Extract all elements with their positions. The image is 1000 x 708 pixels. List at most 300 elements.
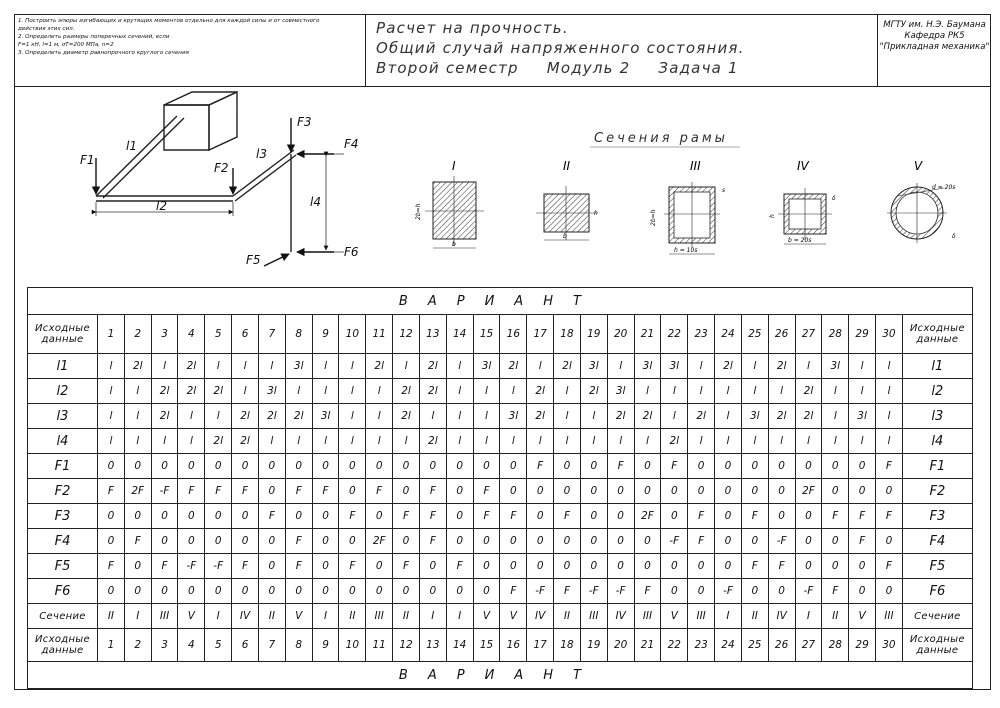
value-cell: 0 xyxy=(768,504,795,529)
value-cell: 0 xyxy=(849,479,876,504)
section-3-dim-b: h = 10s xyxy=(674,247,698,254)
value-cell: V xyxy=(285,604,312,629)
value-cell: 0 xyxy=(98,579,125,604)
value-cell: F xyxy=(419,529,446,554)
value-cell: II xyxy=(258,604,285,629)
task-label: Задача 1 xyxy=(658,59,739,77)
value-cell: 0 xyxy=(446,579,473,604)
label-l4: l4 xyxy=(310,195,321,209)
value-cell: 2l xyxy=(419,354,446,379)
parameter-row xyxy=(28,454,973,479)
section-4-dim-delta: δ xyxy=(832,195,836,202)
value-cell: 0 xyxy=(446,529,473,554)
value-cell: F xyxy=(258,504,285,529)
value-cell: 0 xyxy=(178,504,205,529)
value-cell: F xyxy=(634,579,661,604)
value-cell: 0 xyxy=(822,479,849,504)
value-cell: 0 xyxy=(419,579,446,604)
variant-number-cell: 10 xyxy=(339,629,366,662)
value-cell: l xyxy=(366,379,393,404)
parameter-row xyxy=(28,379,973,404)
row-label-cell: F3 xyxy=(902,504,972,529)
value-cell: l xyxy=(500,379,527,404)
value-cell: 0 xyxy=(98,504,125,529)
value-cell: F xyxy=(554,579,581,604)
value-cell: l xyxy=(473,404,500,429)
variant-number-row-top xyxy=(28,315,973,354)
value-cell: 3l xyxy=(473,354,500,379)
value-cell: F xyxy=(178,479,205,504)
value-cell: F xyxy=(607,454,634,479)
value-cell: 3l xyxy=(580,354,607,379)
value-cell: l xyxy=(258,429,285,454)
variant-number-row-bottom xyxy=(28,629,973,662)
variant-number-cell: 3 xyxy=(151,315,178,354)
fixed-support-top xyxy=(164,92,237,105)
value-cell: l xyxy=(607,429,634,454)
value-cell: 0 xyxy=(258,579,285,604)
value-cell: l xyxy=(366,429,393,454)
value-cell: 0 xyxy=(232,504,259,529)
value-cell: 0 xyxy=(688,579,715,604)
value-cell: 0 xyxy=(124,554,151,579)
value-cell: 0 xyxy=(715,504,742,529)
variant-number-cell: 12 xyxy=(393,315,420,354)
label-f6: F6 xyxy=(344,245,359,259)
value-cell: 2l xyxy=(527,404,554,429)
value-cell: l xyxy=(554,379,581,404)
variant-number-cell: 13 xyxy=(419,315,446,354)
value-cell: 2F xyxy=(366,529,393,554)
variant-number-cell: 27 xyxy=(795,629,822,662)
value-cell: 2l xyxy=(580,379,607,404)
value-cell: F xyxy=(849,529,876,554)
value-cell: F xyxy=(500,504,527,529)
value-cell: 0 xyxy=(554,454,581,479)
value-cell: 0 xyxy=(339,454,366,479)
value-cell: 0 xyxy=(634,454,661,479)
variant-number-cell: 26 xyxy=(768,629,795,662)
value-cell: III xyxy=(688,604,715,629)
value-cell: 0 xyxy=(715,529,742,554)
value-cell: 2l xyxy=(178,354,205,379)
value-cell: 0 xyxy=(151,454,178,479)
section-3-label: III xyxy=(690,159,701,173)
value-cell: l xyxy=(98,429,125,454)
variant-number-cell: 29 xyxy=(849,315,876,354)
value-cell: 0 xyxy=(795,504,822,529)
section-4-dim-b: b = 20s xyxy=(788,237,812,244)
value-cell: l xyxy=(473,429,500,454)
header-label-cell: Исходные данные xyxy=(902,315,972,354)
label-f4: F4 xyxy=(344,137,359,151)
value-cell: 2l xyxy=(607,404,634,429)
variant-number-cell: 6 xyxy=(232,315,259,354)
value-cell: 3l xyxy=(500,404,527,429)
value-cell: l xyxy=(205,354,232,379)
variant-number-cell: 14 xyxy=(446,629,473,662)
value-cell: F xyxy=(285,479,312,504)
value-cell: 0 xyxy=(151,504,178,529)
value-cell: F xyxy=(312,479,339,504)
value-cell: 0 xyxy=(634,554,661,579)
value-cell: l xyxy=(661,404,688,429)
value-cell: 0 xyxy=(741,529,768,554)
row-label-cell: F2 xyxy=(902,479,972,504)
table-banner-row xyxy=(28,288,973,315)
value-cell: 2l xyxy=(205,379,232,404)
semester-label: Второй семестр xyxy=(376,59,519,77)
variant-number-cell: 19 xyxy=(580,315,607,354)
value-cell: 0 xyxy=(393,579,420,604)
value-cell: 3l xyxy=(258,379,285,404)
section-5 xyxy=(887,159,956,243)
value-cell: l xyxy=(124,429,151,454)
row-label-cell: F1 xyxy=(902,454,972,479)
row-label-cell: F5 xyxy=(902,554,972,579)
variants-table xyxy=(27,287,973,689)
value-cell: 0 xyxy=(393,479,420,504)
value-cell: l xyxy=(124,379,151,404)
value-cell: -F xyxy=(527,579,554,604)
value-cell: 0 xyxy=(98,454,125,479)
label-f5: F5 xyxy=(246,253,261,267)
value-cell: -F xyxy=(178,554,205,579)
value-cell: 0 xyxy=(741,454,768,479)
value-cell: l xyxy=(446,354,473,379)
variant-number-cell: 21 xyxy=(634,315,661,354)
value-cell: 0 xyxy=(500,454,527,479)
variant-number-cell: 17 xyxy=(527,629,554,662)
section-5-label: V xyxy=(914,159,923,173)
variant-number-cell: 15 xyxy=(473,315,500,354)
row-label-cell: F3 xyxy=(28,504,98,529)
value-cell: II xyxy=(822,604,849,629)
value-cell: 0 xyxy=(339,529,366,554)
parameter-row xyxy=(28,504,973,529)
parameter-row xyxy=(28,354,973,379)
parameter-row xyxy=(28,529,973,554)
value-cell: l xyxy=(446,404,473,429)
value-cell: 0 xyxy=(527,479,554,504)
note-line: F=1 кН, l=1 м, σT=200 МПа, n=2 xyxy=(18,42,114,48)
variant-number-cell: 8 xyxy=(285,629,312,662)
fixed-support-side xyxy=(209,92,237,150)
value-cell: F xyxy=(554,504,581,529)
value-cell: F xyxy=(473,479,500,504)
value-cell: F xyxy=(527,454,554,479)
value-cell: V xyxy=(178,604,205,629)
value-cell: l xyxy=(795,429,822,454)
value-cell: -F xyxy=(205,554,232,579)
value-cell: 0 xyxy=(876,579,903,604)
value-cell: l xyxy=(285,379,312,404)
value-cell: l xyxy=(715,379,742,404)
value-cell: 2l xyxy=(393,379,420,404)
variant-number-cell: 1 xyxy=(98,629,125,662)
module-label: Модуль 2 xyxy=(546,59,631,77)
value-cell: 0 xyxy=(124,504,151,529)
value-cell: l xyxy=(339,404,366,429)
variant-number-cell: 10 xyxy=(339,315,366,354)
variant-number-cell: 11 xyxy=(366,629,393,662)
value-cell: l xyxy=(151,354,178,379)
value-cell: II xyxy=(339,604,366,629)
value-cell: 0 xyxy=(285,504,312,529)
value-cell: 0 xyxy=(822,529,849,554)
variant-number-cell: 2 xyxy=(124,629,151,662)
value-cell: 2l xyxy=(768,404,795,429)
value-cell: 0 xyxy=(849,579,876,604)
label-f2: F2 xyxy=(214,161,229,175)
value-cell: l xyxy=(312,429,339,454)
row-label-cell: l2 xyxy=(28,379,98,404)
variant-banner-bottom: ВАРИАНТ xyxy=(28,662,973,689)
value-cell: 2F xyxy=(634,504,661,529)
value-cell: 0 xyxy=(688,554,715,579)
value-cell: 2l xyxy=(178,379,205,404)
value-cell: 0 xyxy=(151,579,178,604)
bar-l1 xyxy=(96,116,177,196)
value-cell: 0 xyxy=(500,529,527,554)
value-cell: l xyxy=(312,379,339,404)
value-cell: II xyxy=(393,604,420,629)
value-cell: II xyxy=(98,604,125,629)
section-3-dim-s: s xyxy=(722,187,726,194)
note-line: 3. Определить диаметр равнопрочного круглого сечения xyxy=(18,50,189,56)
row-label-cell: l4 xyxy=(28,429,98,454)
value-cell: 0 xyxy=(258,479,285,504)
value-cell: 0 xyxy=(232,579,259,604)
row-label-cell: l3 xyxy=(902,404,972,429)
value-cell: l xyxy=(258,354,285,379)
value-cell: IV xyxy=(768,604,795,629)
value-cell: 0 xyxy=(768,479,795,504)
value-cell: 0 xyxy=(822,554,849,579)
value-cell: 0 xyxy=(715,479,742,504)
value-cell: 0 xyxy=(527,554,554,579)
value-cell: l xyxy=(607,354,634,379)
row-label-cell: l2 xyxy=(902,379,972,404)
row-label-cell: F4 xyxy=(902,529,972,554)
task-notes xyxy=(14,14,366,86)
value-cell: IV xyxy=(232,604,259,629)
value-cell: l xyxy=(741,379,768,404)
value-cell: 0 xyxy=(580,479,607,504)
header-label-cell: Исходные данные xyxy=(28,629,98,662)
value-cell: l xyxy=(124,404,151,429)
value-cell: l xyxy=(339,354,366,379)
note-line: 1. Построить эпюры изгибающих и крутящих моментов отдельно для каждой силы и от совместного xyxy=(18,18,320,24)
value-cell: F xyxy=(822,579,849,604)
label-f1: F1 xyxy=(80,153,95,167)
variant-number-cell: 25 xyxy=(741,315,768,354)
row-label-cell: F5 xyxy=(28,554,98,579)
value-cell: 0 xyxy=(768,454,795,479)
variant-number-cell: 23 xyxy=(688,315,715,354)
value-cell: l xyxy=(554,404,581,429)
value-cell: F xyxy=(205,479,232,504)
value-cell: F xyxy=(339,554,366,579)
value-cell: 0 xyxy=(178,454,205,479)
value-cell: l xyxy=(822,429,849,454)
value-cell: 0 xyxy=(339,579,366,604)
value-cell: 0 xyxy=(205,579,232,604)
value-cell: 2F xyxy=(795,479,822,504)
value-cell: 0 xyxy=(205,529,232,554)
label-l3: l3 xyxy=(256,147,267,161)
label-f3: F3 xyxy=(297,115,312,129)
fixed-support-front xyxy=(164,105,209,150)
value-cell: F xyxy=(688,504,715,529)
value-cell: l xyxy=(876,379,903,404)
parameter-row xyxy=(28,604,973,629)
force-f5-arrow xyxy=(264,254,289,266)
value-cell: 0 xyxy=(607,529,634,554)
section-1-dim-h: 2b=h xyxy=(415,203,422,220)
value-cell: l xyxy=(580,429,607,454)
header-label-cell: Исходные данные xyxy=(902,629,972,662)
note-line: 2. Определить размеры поперечных сечений, если xyxy=(18,34,170,40)
variant-number-cell: 18 xyxy=(554,315,581,354)
value-cell: 2l xyxy=(232,404,259,429)
value-cell: 0 xyxy=(366,454,393,479)
value-cell: l xyxy=(178,404,205,429)
value-cell: 2l xyxy=(527,379,554,404)
value-cell: 0 xyxy=(419,454,446,479)
value-cell: l xyxy=(661,379,688,404)
value-cell: 0 xyxy=(822,454,849,479)
value-cell: 0 xyxy=(795,529,822,554)
section-1 xyxy=(415,159,484,248)
value-cell: 0 xyxy=(285,579,312,604)
value-cell: -F xyxy=(715,579,742,604)
value-cell: l xyxy=(876,404,903,429)
section-5-dim-d: d = 20s xyxy=(932,184,956,191)
value-cell: l xyxy=(688,354,715,379)
value-cell: l xyxy=(876,429,903,454)
value-cell: 2l xyxy=(500,354,527,379)
org-line-2: Кафедра РК5 xyxy=(904,31,965,41)
value-cell: IV xyxy=(607,604,634,629)
value-cell: F xyxy=(151,554,178,579)
section-2-dim-b: b xyxy=(563,233,567,240)
value-cell: 0 xyxy=(741,479,768,504)
value-cell: 0 xyxy=(205,454,232,479)
value-cell: l xyxy=(741,354,768,379)
value-cell: l xyxy=(446,379,473,404)
value-cell: II xyxy=(741,604,768,629)
section-2 xyxy=(536,159,598,240)
value-cell: 0 xyxy=(312,454,339,479)
value-cell: 0 xyxy=(473,579,500,604)
value-cell: 3l xyxy=(741,404,768,429)
sections-title: Сечения рамы xyxy=(594,131,728,146)
value-cell: -F xyxy=(151,479,178,504)
organization-block xyxy=(878,14,991,86)
value-cell: 0 xyxy=(527,529,554,554)
value-cell: l xyxy=(715,429,742,454)
value-cell: 0 xyxy=(312,579,339,604)
title-block xyxy=(14,14,991,87)
value-cell: 0 xyxy=(258,454,285,479)
value-cell: 2l xyxy=(285,404,312,429)
value-cell: 0 xyxy=(876,479,903,504)
value-cell: l xyxy=(339,379,366,404)
value-cell: I xyxy=(312,604,339,629)
value-cell: 0 xyxy=(554,479,581,504)
value-cell: 0 xyxy=(688,454,715,479)
value-cell: l xyxy=(366,404,393,429)
value-cell: F xyxy=(473,504,500,529)
header-label-cell: Исходные данные xyxy=(28,315,98,354)
value-cell: 2F xyxy=(124,479,151,504)
value-cell: 0 xyxy=(795,454,822,479)
value-cell: l xyxy=(634,379,661,404)
value-cell: 0 xyxy=(580,504,607,529)
value-cell: 2l xyxy=(393,404,420,429)
value-cell: 0 xyxy=(124,454,151,479)
value-cell: 0 xyxy=(715,454,742,479)
row-label-cell: F1 xyxy=(28,454,98,479)
variant-number-cell: 19 xyxy=(580,629,607,662)
value-cell: 0 xyxy=(607,479,634,504)
variant-number-cell: 1 xyxy=(98,315,125,354)
value-cell: l xyxy=(312,354,339,379)
value-cell: 0 xyxy=(285,454,312,479)
section-4-dim-h: h xyxy=(769,214,776,218)
value-cell: l xyxy=(634,429,661,454)
value-cell: 2l xyxy=(715,354,742,379)
value-cell: 3l xyxy=(661,354,688,379)
value-cell: 0 xyxy=(661,504,688,529)
value-cell: F xyxy=(393,554,420,579)
value-cell: l xyxy=(554,429,581,454)
variant-number-cell: 7 xyxy=(258,629,285,662)
variant-number-cell: 20 xyxy=(607,629,634,662)
value-cell: 0 xyxy=(634,529,661,554)
value-cell: F xyxy=(446,554,473,579)
value-cell: 2l xyxy=(366,354,393,379)
row-label-cell: F6 xyxy=(902,579,972,604)
value-cell: F xyxy=(98,479,125,504)
value-cell: F xyxy=(500,579,527,604)
value-cell: l xyxy=(688,379,715,404)
value-cell: 3l xyxy=(822,354,849,379)
value-cell: -F xyxy=(607,579,634,604)
variant-number-cell: 24 xyxy=(715,315,742,354)
value-cell: 0 xyxy=(661,554,688,579)
value-cell: l xyxy=(393,429,420,454)
value-cell: 0 xyxy=(393,454,420,479)
value-cell: l xyxy=(339,429,366,454)
value-cell: 0 xyxy=(688,479,715,504)
value-cell: 0 xyxy=(98,529,125,554)
value-cell: 3l xyxy=(849,404,876,429)
value-cell: F xyxy=(285,554,312,579)
value-cell: 0 xyxy=(366,579,393,604)
value-cell: 0 xyxy=(795,554,822,579)
value-cell: I xyxy=(205,604,232,629)
value-cell: 0 xyxy=(607,554,634,579)
label-l2: l2 xyxy=(156,199,167,213)
value-cell: l xyxy=(446,429,473,454)
value-cell: V xyxy=(473,604,500,629)
variant-number-cell: 24 xyxy=(715,629,742,662)
section-4 xyxy=(769,159,836,244)
variant-number-cell: 22 xyxy=(661,629,688,662)
row-label-cell: l3 xyxy=(28,404,98,429)
